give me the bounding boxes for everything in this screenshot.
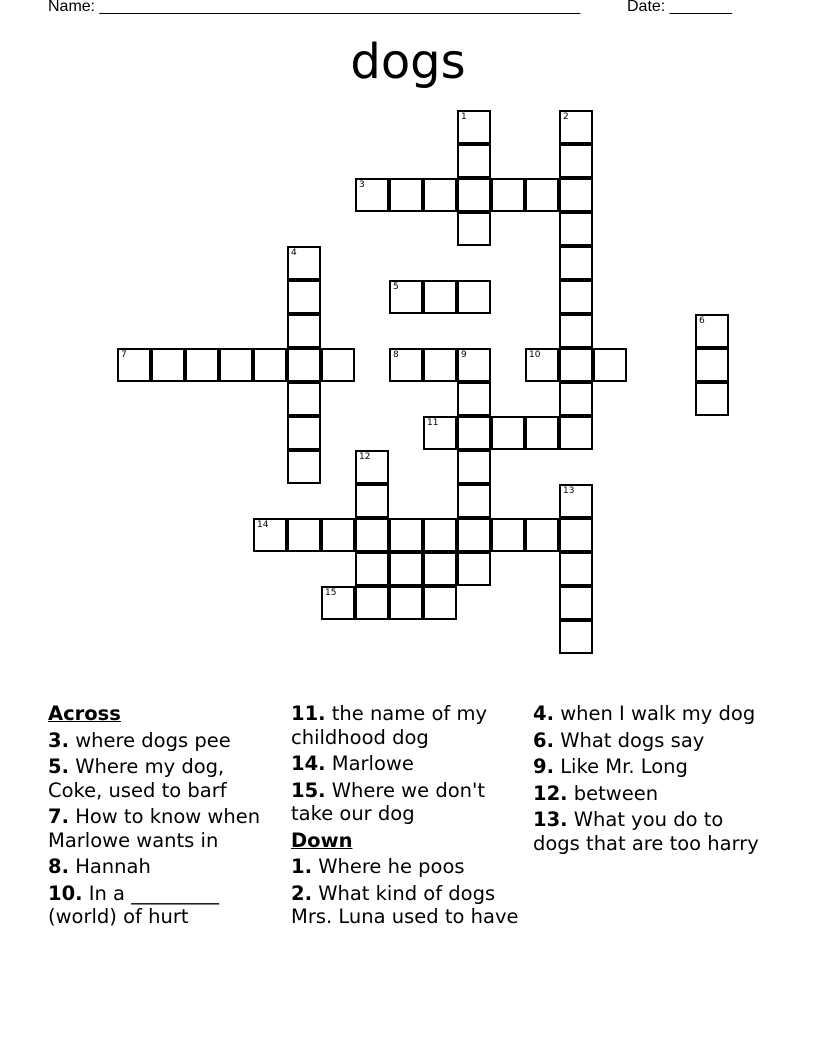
grid-cell[interactable] [423,178,457,212]
clue-item [48,855,280,879]
grid-cell[interactable] [559,552,593,586]
grid-cell[interactable] [423,552,457,586]
grid-cell[interactable] [423,518,457,552]
grid-cell-9[interactable] [457,348,491,382]
grid-cell[interactable] [559,144,593,178]
grid-cell[interactable] [457,416,491,450]
grid-cell[interactable] [559,382,593,416]
grid-cell[interactable] [355,484,389,518]
grid-cell[interactable] [491,178,525,212]
clue-number: 14 [257,520,269,530]
grid-cell-3[interactable] [355,178,389,212]
grid-cell[interactable] [389,518,423,552]
grid-cell[interactable] [525,178,559,212]
grid-cell[interactable] [355,552,389,586]
grid-cell[interactable] [389,552,423,586]
grid-cell[interactable] [287,416,321,450]
clue-text: What you do to dogs that are too harry [533,808,759,855]
clue-number: 4 [291,248,297,258]
name-line: Name: ______________________________________________________ [48,0,581,15]
grid-cell[interactable] [559,416,593,450]
clue-column-3 [533,702,765,858]
grid-cell[interactable] [185,348,219,382]
grid-cell-2[interactable] [559,110,593,144]
clue-number: 14. [291,752,326,775]
clue-number: 8 [393,350,399,360]
grid-cell[interactable] [491,416,525,450]
clue-item [48,755,280,802]
grid-cell[interactable] [389,178,423,212]
clue-number: 6 [699,316,705,326]
clue-text: Marlowe [331,752,414,775]
grid-cell[interactable] [457,280,491,314]
grid-cell[interactable] [219,348,253,382]
clue-text: What kind of dogs Mrs. Luna used to have [291,881,519,928]
grid-cell-12[interactable] [355,450,389,484]
clue-number: 2 [563,112,569,122]
clue-text: between [573,781,659,805]
across-clue-list-continued [291,702,523,826]
grid-cell[interactable] [287,518,321,552]
grid-cell-5[interactable] [389,280,423,314]
grid-cell[interactable] [559,518,593,552]
grid-cell-14[interactable] [253,518,287,552]
clue-number: 9 [461,350,467,360]
grid-cell[interactable] [423,348,457,382]
grid-cell[interactable] [321,348,355,382]
clue-number: 11 [427,418,439,428]
clue-number: 3. [48,728,69,752]
clue-text: How to know when Marlowe wants in [48,805,261,852]
grid-cell-8[interactable] [389,348,423,382]
grid-cell[interactable] [559,212,593,246]
clue-text: Hannah [75,855,151,878]
grid-cell[interactable] [457,518,491,552]
clue-item [291,855,523,879]
grid-cell[interactable] [457,484,491,518]
clue-text: Where we don't take our dog [291,778,485,825]
grid-cell[interactable] [525,518,559,552]
clue-number: 5. [48,755,69,778]
clue-number: 6. [533,728,554,752]
grid-cell[interactable] [287,450,321,484]
grid-cell-4[interactable] [287,246,321,280]
grid-cell[interactable] [151,348,185,382]
grid-cell[interactable] [355,518,389,552]
down-heading: Down [291,828,353,852]
grid-cell-7[interactable] [117,348,151,382]
across-clue-list [48,729,280,929]
clue-text: the name of my childhood dog [291,702,487,749]
grid-cell[interactable] [457,212,491,246]
grid-cell[interactable] [559,178,593,212]
grid-cell-10[interactable] [525,348,559,382]
clue-text: Where he poos [318,855,465,878]
clue-number: 8. [48,855,69,878]
clue-column-2 [291,702,523,932]
grid-cell[interactable] [559,280,593,314]
clue-number: 15 [325,588,337,598]
clue-number: 10 [529,350,541,360]
clue-item [48,805,280,852]
grid-cell[interactable] [457,178,491,212]
grid-cell[interactable] [559,246,593,280]
clue-column-1 [48,702,280,932]
grid-cell[interactable] [287,314,321,348]
clue-number: 2. [291,881,312,905]
clue-text: In a _________ (world) of hurt [48,881,219,928]
grid-cell[interactable] [321,518,355,552]
grid-cell[interactable] [491,518,525,552]
clue-item [291,882,523,929]
grid-cell[interactable] [695,382,729,416]
clue-text: Like Mr. Long [560,755,688,778]
grid-cell-1[interactable] [457,110,491,144]
clue-number: 9. [533,755,554,778]
clue-text: when I walk my dog [560,702,756,725]
clue-item [291,779,523,826]
clue-number: 3 [359,180,365,190]
grid-cell[interactable] [559,586,593,620]
grid-cell-15[interactable] [321,586,355,620]
grid-cell[interactable] [525,416,559,450]
clue-number: 12. [533,781,568,805]
grid-cell[interactable] [287,382,321,416]
grid-cell[interactable] [457,144,491,178]
grid-cell[interactable] [423,280,457,314]
clue-number: 1 [461,112,467,122]
grid-cell[interactable] [559,348,593,382]
grid-cell[interactable] [695,348,729,382]
clue-number: 4. [533,702,554,725]
grid-cell[interactable] [287,280,321,314]
down-clue-list [291,855,523,929]
page-title: dogs [350,34,466,90]
clue-number: 10. [48,881,83,905]
clue-text: where dogs pee [75,728,231,752]
clue-item [291,752,523,776]
clue-number: 7. [48,805,69,828]
clue-number: 1. [291,855,312,878]
clue-number: 11. [291,702,326,725]
clue-number: 13 [563,486,575,496]
clue-item [533,702,765,726]
clue-item [48,729,280,753]
grid-cell-6[interactable] [695,314,729,348]
grid-cell[interactable] [457,552,491,586]
clue-item [533,729,765,753]
clue-item [533,782,765,806]
clue-item [48,882,280,929]
down-clue-list-continued [533,702,765,855]
grid-cell[interactable] [457,450,491,484]
grid-cell[interactable] [559,314,593,348]
date-line: Date: _______ [627,0,732,15]
grid-cell[interactable] [355,586,389,620]
across-heading: Across [48,702,121,725]
grid-cell[interactable] [423,586,457,620]
clue-number: 7 [121,350,127,360]
grid-cell-11[interactable] [423,416,457,450]
grid-cell[interactable] [287,348,321,382]
grid-cell[interactable] [457,382,491,416]
clue-number: 13. [533,808,568,831]
grid-cell-13[interactable] [559,484,593,518]
grid-cell[interactable] [593,348,627,382]
grid-cell[interactable] [389,586,423,620]
clue-text: Where my dog, Coke, used to barf [48,755,227,802]
grid-cell[interactable] [253,348,287,382]
grid-cell[interactable] [559,620,593,654]
clue-item [291,702,523,749]
clue-number: 15. [291,778,326,802]
clue-number: 5 [393,282,399,292]
clue-item [533,755,765,779]
clue-item [533,808,765,855]
clue-text: What dogs say [560,728,705,752]
clue-number: 12 [359,452,371,462]
